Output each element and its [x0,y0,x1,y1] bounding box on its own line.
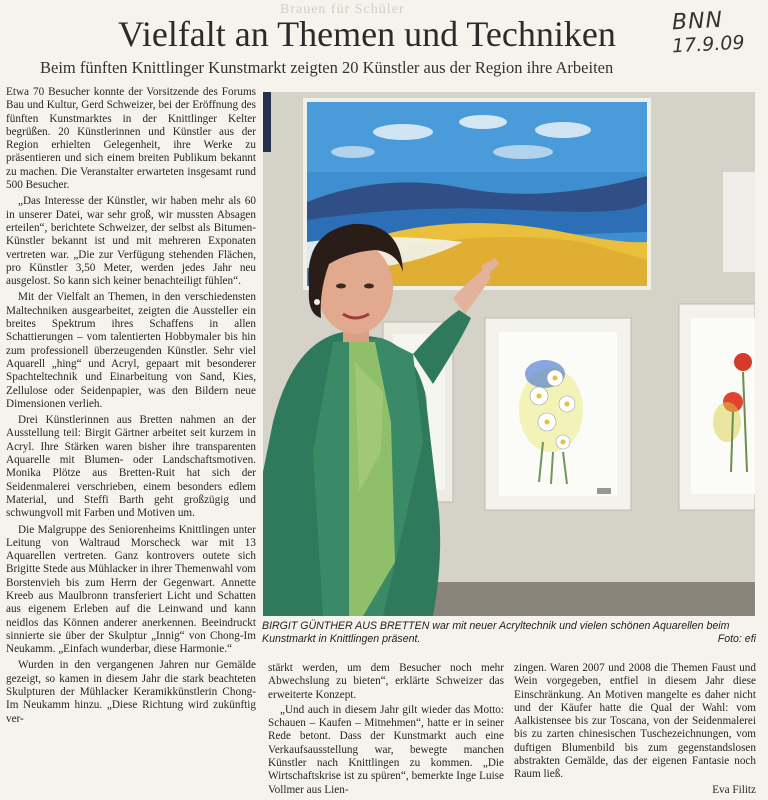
author-byline: Eva Filitz [712,783,756,796]
paragraph: stärkt werden, um dem Besucher noch mehr Abwechslung zu bieten“, erklärte Schweizer das erweiterte Konzept. [268,662,504,701]
bleed-through-text: Brauen für Schüler [280,2,405,17]
article-column-1 [6,86,256,786]
handwritten-source-stamp [672,8,764,68]
paragraph: Etwa 70 Besucher konnte der Vorsitzende des Forums Bau und Kultur, Gerd Schweizer, bei der Eröffnung des fünften Kunstmarktes in der Knittlinger Kelter begrüßen. 20 Künstlerinnen und Künstler aus der Region erhielten Gelegenheit, ihre Werke zu präsentieren und sich einem breiten Publikum bekannt zu machen. Die Veranstalter erwarteten insgesamt rund 500 Besucher. [6,86,256,192]
paragraph: „Und auch in diesem Jahr gilt wieder das Motto: Schauen – Kaufen – Mitnehmen“, hatte er in seiner Rede betont. Dass der Kunstmarkt auch eine Verkaufsausstellung war, bewegte manchen Künstler nach Knittlingen zu kommen. „Die Wirtschaftskrise ist zu spüren“, bemerkte Inge Luise Vollmer aus Lien- [268,703,504,796]
paragraph: Mit der Vielfalt an Themen, in den verschiedensten Maltechniken ausgearbeitet, zeigten die Aussteller ein breites Spektrum ihres Schaffens in allen Schattierungen – vom talentierten Hobbymaler bis hin zum professionell überzeugenden Künstler. Sehr viel Aquarell „hing“ und Acryl, gepaart mit besonderer Spachteltechnik und Einarbeitung von Sand, Kies, Zellulose oder Seidenpapier, was den Bildern neue Dimensionen verlieh. [6,291,256,410]
stamp-source: BNN [671,7,724,36]
caption-text: war mit neuer Acryltechnik und vielen schönen Aquarellen beim Kunstmarkt in Knittlingen präsent. [262,620,730,645]
article-photo [263,92,755,616]
caption-name: BIRGIT GÜNTHER AUS BRETTEN [262,620,430,632]
headline: Vielfalt an Themen und Techniken [118,14,616,54]
paragraph: zingen. Waren 2007 und 2008 die Themen Faust und Wein vorgegeben, entfiel in diesem Jahr diese Einschränkung. An Motiven mangelte es daher nicht und der Käufer hatte die Qual der Wahl: vom Aalkistensee bis zur Toscana, von der Seidenmalerei bis zu zarten chinesischen Tuschezeichnungen, vom duftigen Blumenbild bis zum gegenstandslosen abstrakten Gemälde, das der eigenen Fantasie noch Raum ließ. [514,662,756,781]
flower-painting [485,318,631,510]
stamp-date: 17.9.09 [671,31,746,58]
subheadline: Beim fünften Knittlinger Kunstmarkt zeigten 20 Künstler aus der Region ihre Arbeiten [40,58,614,77]
article-column-3 [514,662,756,796]
photo-caption [262,620,756,646]
paragraph: Die Malgruppe des Seniorenheims Knittlingen unter Leitung von Waltraud Morscheck war mit 13 Aquarellen vertreten. Ganz kontrovers outete sich Brigitte Stede aus Mühlacker in ihrer Themenwahl vom Borstenvieh bis zum Herrn der Gegenwart. Annette Kreeb aus Maulbronn transferiert Licht und Schatten aus eigenem Erleben auf die Leinwand und kann neidlos das Können anderer anerkennen. Beeindruckt sinnierte sie über der Skulptur „Innig“ von Chong-Im Neukamm. „Einfach wunderbar, diese Harmonie.“ [6,523,256,656]
paragraph: „Das Interesse der Künstler, wir haben mehr als 60 in unserer Datei, war sehr groß, wir mussten Absagen erteilen“, berichtete Schweizer, der selbst als Bitumen-Künstler bekannt ist und mit mehreren Exponaten vertreten war. „Die zur Verfügung stehenden Flächen, pro Künstler 3,50 Meter, werden jedes Jahr neu ausgelost. So kann sich keiner benachteiligt fühlen“. [6,195,256,288]
article-column-2 [268,662,504,796]
photo-credit: Foto: efi [717,633,756,645]
paragraph: Wurden in den vergangenen Jahren nur Gemälde gezeigt, so kamen in diesem Jahr die stark beachteten Skulpturen der Mühlacker Keramikkünstlerin Chong-Im Neukamm hinzu. „Diese Richtung wird zukünftig ver- [6,659,256,725]
poppy-painting [679,304,755,510]
paragraph: Drei Künstlerinnen aus Bretten nahmen an der Ausstellung teil: Birgit Gärtner arbeitet seit kurzem in Acryl. Ihre Stärken waren bisher ihre transparenten Aquarelle mit Blumen- oder Landschaftsmotiven. Monika Plötze aus Bretten-Ruit hat sich der Seidenmalerei verschrieben, einem besonders edlem Material, und Steffi Barth geht großzügig und schwungvoll mit Farben und Motiven um. [6,414,256,520]
